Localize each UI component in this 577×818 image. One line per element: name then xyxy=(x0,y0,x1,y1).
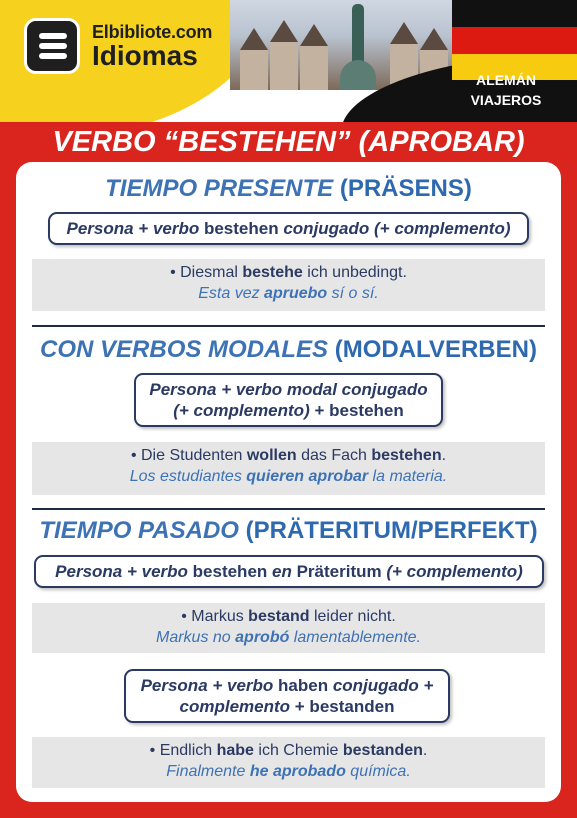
example-pasado xyxy=(32,603,545,653)
content-card xyxy=(16,162,561,802)
example-german: • Markus bestand leider nicht. xyxy=(181,608,396,625)
badge-level: VIAJEROS xyxy=(470,92,542,108)
header xyxy=(0,0,577,122)
section-title-presente: TIEMPO PRESENTE (PRÄSENS) xyxy=(105,175,472,202)
divider xyxy=(32,325,545,327)
example-german: • Die Studenten wollen das Fach bestehen. xyxy=(130,447,447,464)
logo-icon xyxy=(24,18,80,74)
section-title-modales: CON VERBOS MODALES (MODALVERBEN) xyxy=(40,336,537,363)
example-modales xyxy=(32,442,545,495)
formula-presente: Persona + verbo bestehen conjugado (+ complemento) xyxy=(48,212,529,245)
example-spanish: Esta vez apruebo sí o sí. xyxy=(198,285,379,302)
section-title-pasado: TIEMPO PASADO (PRÄTERITUM/PERFEKT) xyxy=(39,517,538,544)
example-spanish: Los estudiantes quieren aprobar la materia. xyxy=(129,468,448,485)
page-title: VERBO “BESTEHEN” (APROBAR) xyxy=(52,126,525,158)
example-spanish: Markus no aprobó lamentablemente. xyxy=(156,629,421,646)
example-spanish: Finalmente he aprobado química. xyxy=(166,763,411,780)
logo-text xyxy=(92,22,212,69)
logo-brand: Idiomas xyxy=(92,40,198,71)
logo-site: Elbibliote.com xyxy=(92,22,213,42)
badge-language: ALEMÁN xyxy=(476,72,536,88)
divider xyxy=(32,508,545,510)
level-badge xyxy=(450,70,562,116)
flag-germany-icon xyxy=(452,0,577,80)
example-german: • Endlich habe ich Chemie bestanden. xyxy=(149,742,428,759)
formula-perfekt: Persona + verbo haben conjugado + complemento + bestanden xyxy=(124,669,450,723)
formula-modales: Persona + verbo modal conjugado (+ complemento) + bestehen xyxy=(134,373,443,427)
formula-pasado: Persona + verbo bestehen en Präteritum (+ complemento) xyxy=(34,555,544,588)
example-german: • Diesmal bestehe ich unbedingt. xyxy=(170,264,407,281)
example-perfekt xyxy=(32,737,545,788)
example-presente xyxy=(32,259,545,311)
